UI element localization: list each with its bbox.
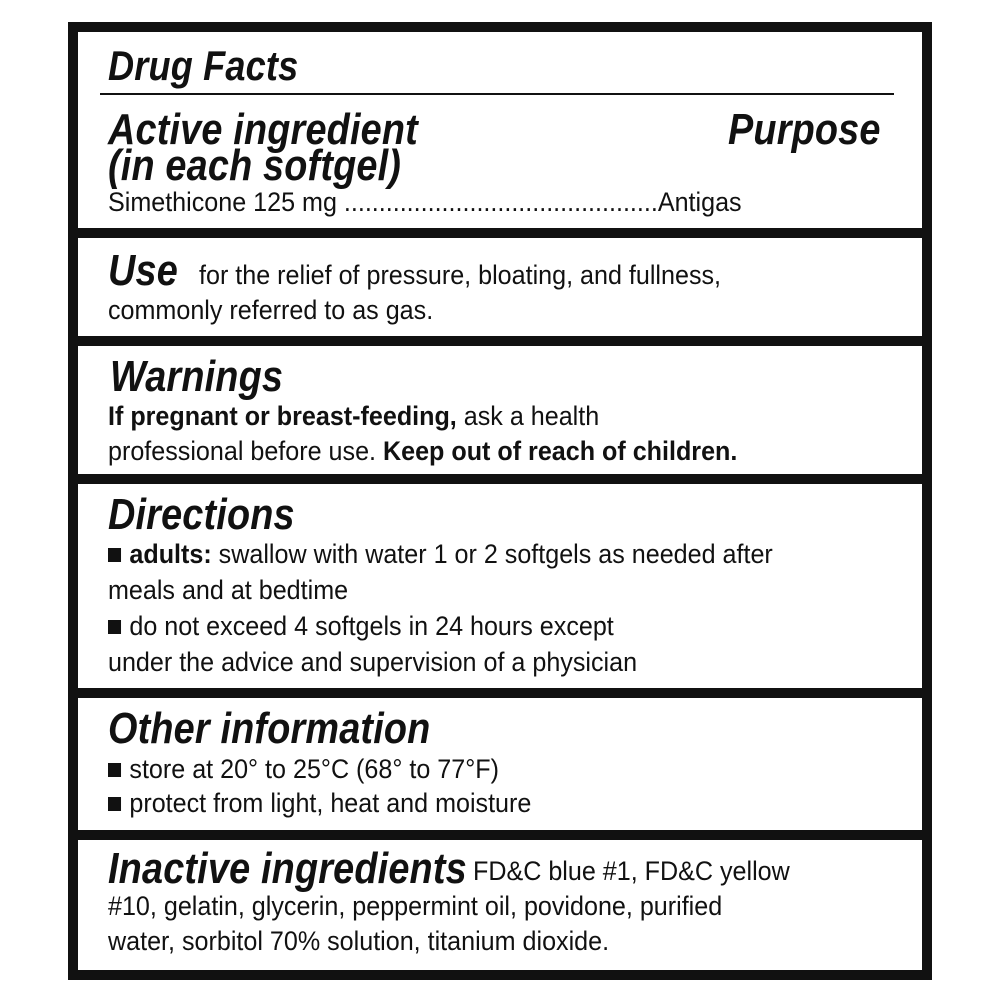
directions-heading: Directions — [108, 490, 295, 539]
directions-item-adults — [108, 537, 773, 572]
inactive-ingredients-heading: Inactive ingredients — [108, 844, 467, 893]
protection-item — [108, 786, 531, 821]
ingredient-purpose: Antigas — [657, 187, 742, 217]
bullet-square-icon — [108, 763, 121, 777]
warnings-line2 — [108, 434, 737, 469]
active-ingredient-heading: Active ingredient — [108, 105, 418, 154]
directions-item-limit-line2: under the advice and supervision of a physician — [108, 647, 638, 677]
use-section — [78, 238, 922, 336]
directions-section — [78, 484, 922, 688]
title-divider — [100, 93, 894, 95]
bullet-square-icon — [108, 797, 121, 811]
use-text-line1: for the relief of pressure, bloating, and fullness, — [199, 260, 722, 290]
inactive-line1: FD&C blue #1, FD&C yellow — [473, 856, 790, 886]
other-information-heading: Other information — [108, 704, 431, 753]
bullet-square-icon — [108, 620, 121, 634]
directions-item-adults-line2: meals and at bedtime — [108, 575, 349, 605]
pregnancy-warning-rest: ask a health — [456, 401, 600, 431]
drug-facts-title: Drug Facts — [108, 42, 299, 89]
use-heading: Use — [108, 246, 178, 295]
purpose-heading: Purpose — [728, 105, 881, 154]
other-information-section — [78, 698, 922, 830]
professional-advice: professional before use. — [108, 436, 377, 466]
warnings-heading: Warnings — [110, 352, 284, 401]
adults-instructions: swallow with water 1 or 2 softgels as needed after — [211, 539, 773, 569]
active-ingredient-subheading: (in each softgel) — [108, 141, 402, 190]
active-ingredient-row — [108, 185, 742, 220]
use-text-line2: commonly referred to as gas. — [108, 295, 434, 325]
ingredient-name: Simethicone 125 mg — [108, 187, 337, 217]
bullet-square-icon — [108, 548, 121, 562]
pregnancy-warning: If pregnant or breast-feeding, — [108, 401, 457, 431]
warnings-line1 — [108, 399, 599, 434]
inactive-ingredients-section — [78, 840, 922, 970]
dot-leader: ............................................. — [336, 187, 658, 217]
children-warning: Keep out of reach of children. — [376, 436, 738, 466]
drug-facts-panel — [68, 22, 932, 980]
inactive-line2: #10, gelatin, glycerin, peppermint oil, povidone, purified — [108, 891, 723, 921]
limit-text: do not exceed 4 softgels in 24 hours except — [129, 611, 614, 641]
active-ingredient-section — [78, 32, 922, 228]
storage-text: store at 20° to 25°C (68° to 77°F) — [129, 754, 499, 784]
directions-item-limit — [108, 609, 614, 644]
protection-text: protect from light, heat and moisture — [129, 788, 532, 818]
warnings-section — [78, 346, 922, 474]
inactive-line3: water, sorbitol 70% solution, titanium dioxide. — [108, 926, 610, 956]
storage-item — [108, 752, 499, 787]
adults-label: adults: — [129, 539, 212, 569]
